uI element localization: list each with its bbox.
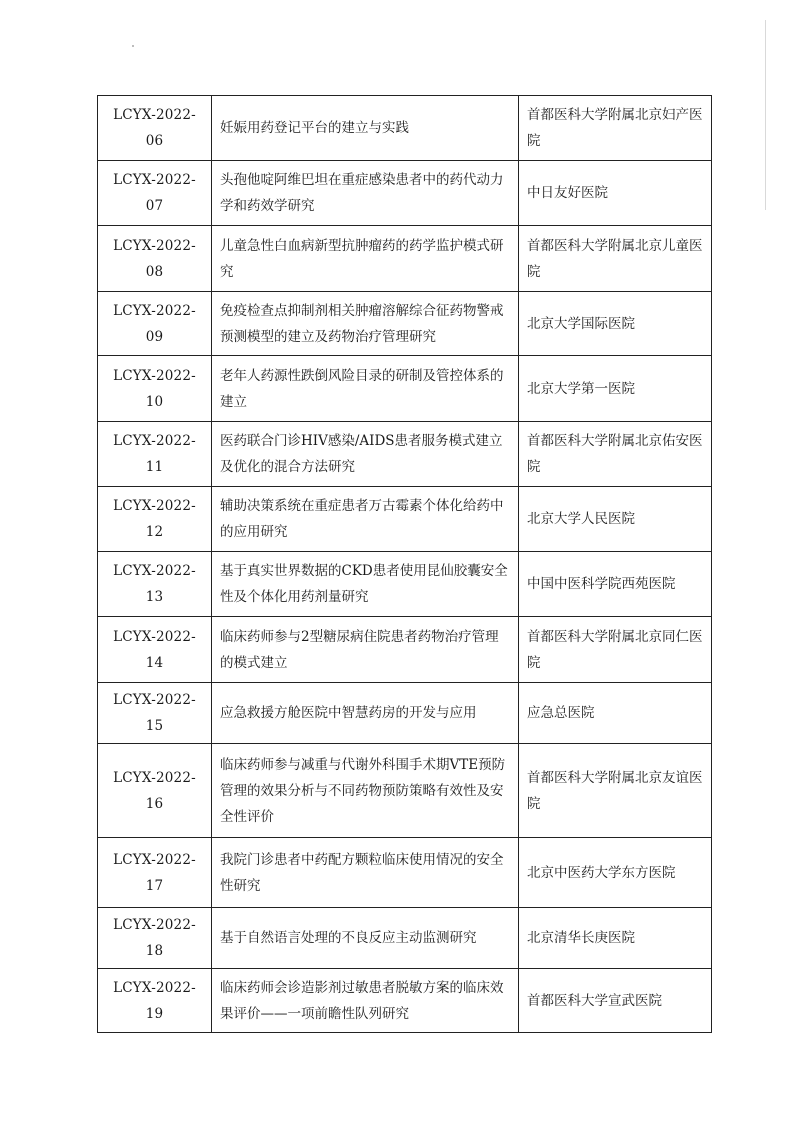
- page-edge-line: [765, 20, 766, 210]
- table-row: [98, 744, 712, 838]
- table-row: [98, 422, 712, 487]
- table-row: [98, 487, 712, 552]
- project-table: [97, 95, 712, 1033]
- project-title: 临床药师会诊造影剂过敏患者脱敏方案的临床效果评价——一项前瞻性队列研究: [212, 969, 519, 1033]
- table-row: [98, 356, 712, 422]
- project-hospital: 首都医科大学附属北京儿童医院: [519, 226, 712, 292]
- table-row: [98, 908, 712, 969]
- project-title: 儿童急性白血病新型抗肿瘤药的药学监护模式研究: [212, 226, 519, 292]
- project-hospital: 首都医科大学附属北京同仁医院: [519, 617, 712, 683]
- project-code: LCYX-2022-08: [98, 226, 212, 292]
- project-code: LCYX-2022-13: [98, 552, 212, 617]
- project-hospital: 首都医科大学附属北京佑安医院: [519, 422, 712, 487]
- project-title: 临床药师参与2型糖尿病住院患者药物治疗管理的模式建立: [212, 617, 519, 683]
- project-hospital: 北京清华长庚医院: [519, 908, 712, 969]
- project-title: 头孢他啶阿维巴坦在重症感染患者中的药代动力学和药效学研究: [212, 161, 519, 226]
- project-title: 我院门诊患者中药配方颗粒临床使用情况的安全性研究: [212, 838, 519, 908]
- project-code: LCYX-2022-14: [98, 617, 212, 683]
- project-title: 基于自然语言处理的不良反应主动监测研究: [212, 908, 519, 969]
- project-hospital: 应急总医院: [519, 683, 712, 744]
- table-row: [98, 683, 712, 744]
- project-title: 妊娠用药登记平台的建立与实践: [212, 96, 519, 161]
- project-code: LCYX-2022-11: [98, 422, 212, 487]
- project-title: 辅助决策系统在重症患者万古霉素个体化给药中的应用研究: [212, 487, 519, 552]
- project-title: 医药联合门诊HIV感染/AIDS患者服务模式建立及优化的混合方法研究: [212, 422, 519, 487]
- project-hospital: 中日友好医院: [519, 161, 712, 226]
- project-code: LCYX-2022-15: [98, 683, 212, 744]
- project-hospital: 首都医科大学附属北京妇产医院: [519, 96, 712, 161]
- table-row: [98, 552, 712, 617]
- project-code: LCYX-2022-12: [98, 487, 212, 552]
- project-hospital: 北京大学国际医院: [519, 292, 712, 356]
- project-code: LCYX-2022-19: [98, 969, 212, 1033]
- project-code: LCYX-2022-18: [98, 908, 212, 969]
- project-title: 老年人药源性跌倒风险目录的研制及管控体系的建立: [212, 356, 519, 422]
- project-code: LCYX-2022-07: [98, 161, 212, 226]
- project-hospital: 北京大学人民医院: [519, 487, 712, 552]
- project-hospital: 中国中医科学院西苑医院: [519, 552, 712, 617]
- project-hospital: 首都医科大学宣武医院: [519, 969, 712, 1033]
- project-title: 免疫检查点抑制剂相关肿瘤溶解综合征药物警戒预测模型的建立及药物治疗管理研究: [212, 292, 519, 356]
- table-row: [98, 226, 712, 292]
- project-hospital: 北京中医药大学东方医院: [519, 838, 712, 908]
- project-hospital: 北京大学第一医院: [519, 356, 712, 422]
- table-row: [98, 969, 712, 1033]
- project-code: LCYX-2022-09: [98, 292, 212, 356]
- project-code: LCYX-2022-10: [98, 356, 212, 422]
- project-hospital: 首都医科大学附属北京友谊医院: [519, 744, 712, 838]
- project-code: LCYX-2022-17: [98, 838, 212, 908]
- table-row: [98, 161, 712, 226]
- table-row: [98, 617, 712, 683]
- table-row: [98, 838, 712, 908]
- table-row: [98, 96, 712, 161]
- project-title: 基于真实世界数据的CKD患者使用昆仙胶囊安全性及个体化用药剂量研究: [212, 552, 519, 617]
- project-title: 应急救援方舱医院中智慧药房的开发与应用: [212, 683, 519, 744]
- project-title: 临床药师参与减重与代谢外科围手术期VTE预防管理的效果分析与不同药物预防策略有效性及安全性评价: [212, 744, 519, 838]
- scan-speck: [132, 45, 134, 47]
- table-row: [98, 292, 712, 356]
- project-code: LCYX-2022-16: [98, 744, 212, 838]
- project-code: LCYX-2022-06: [98, 96, 212, 161]
